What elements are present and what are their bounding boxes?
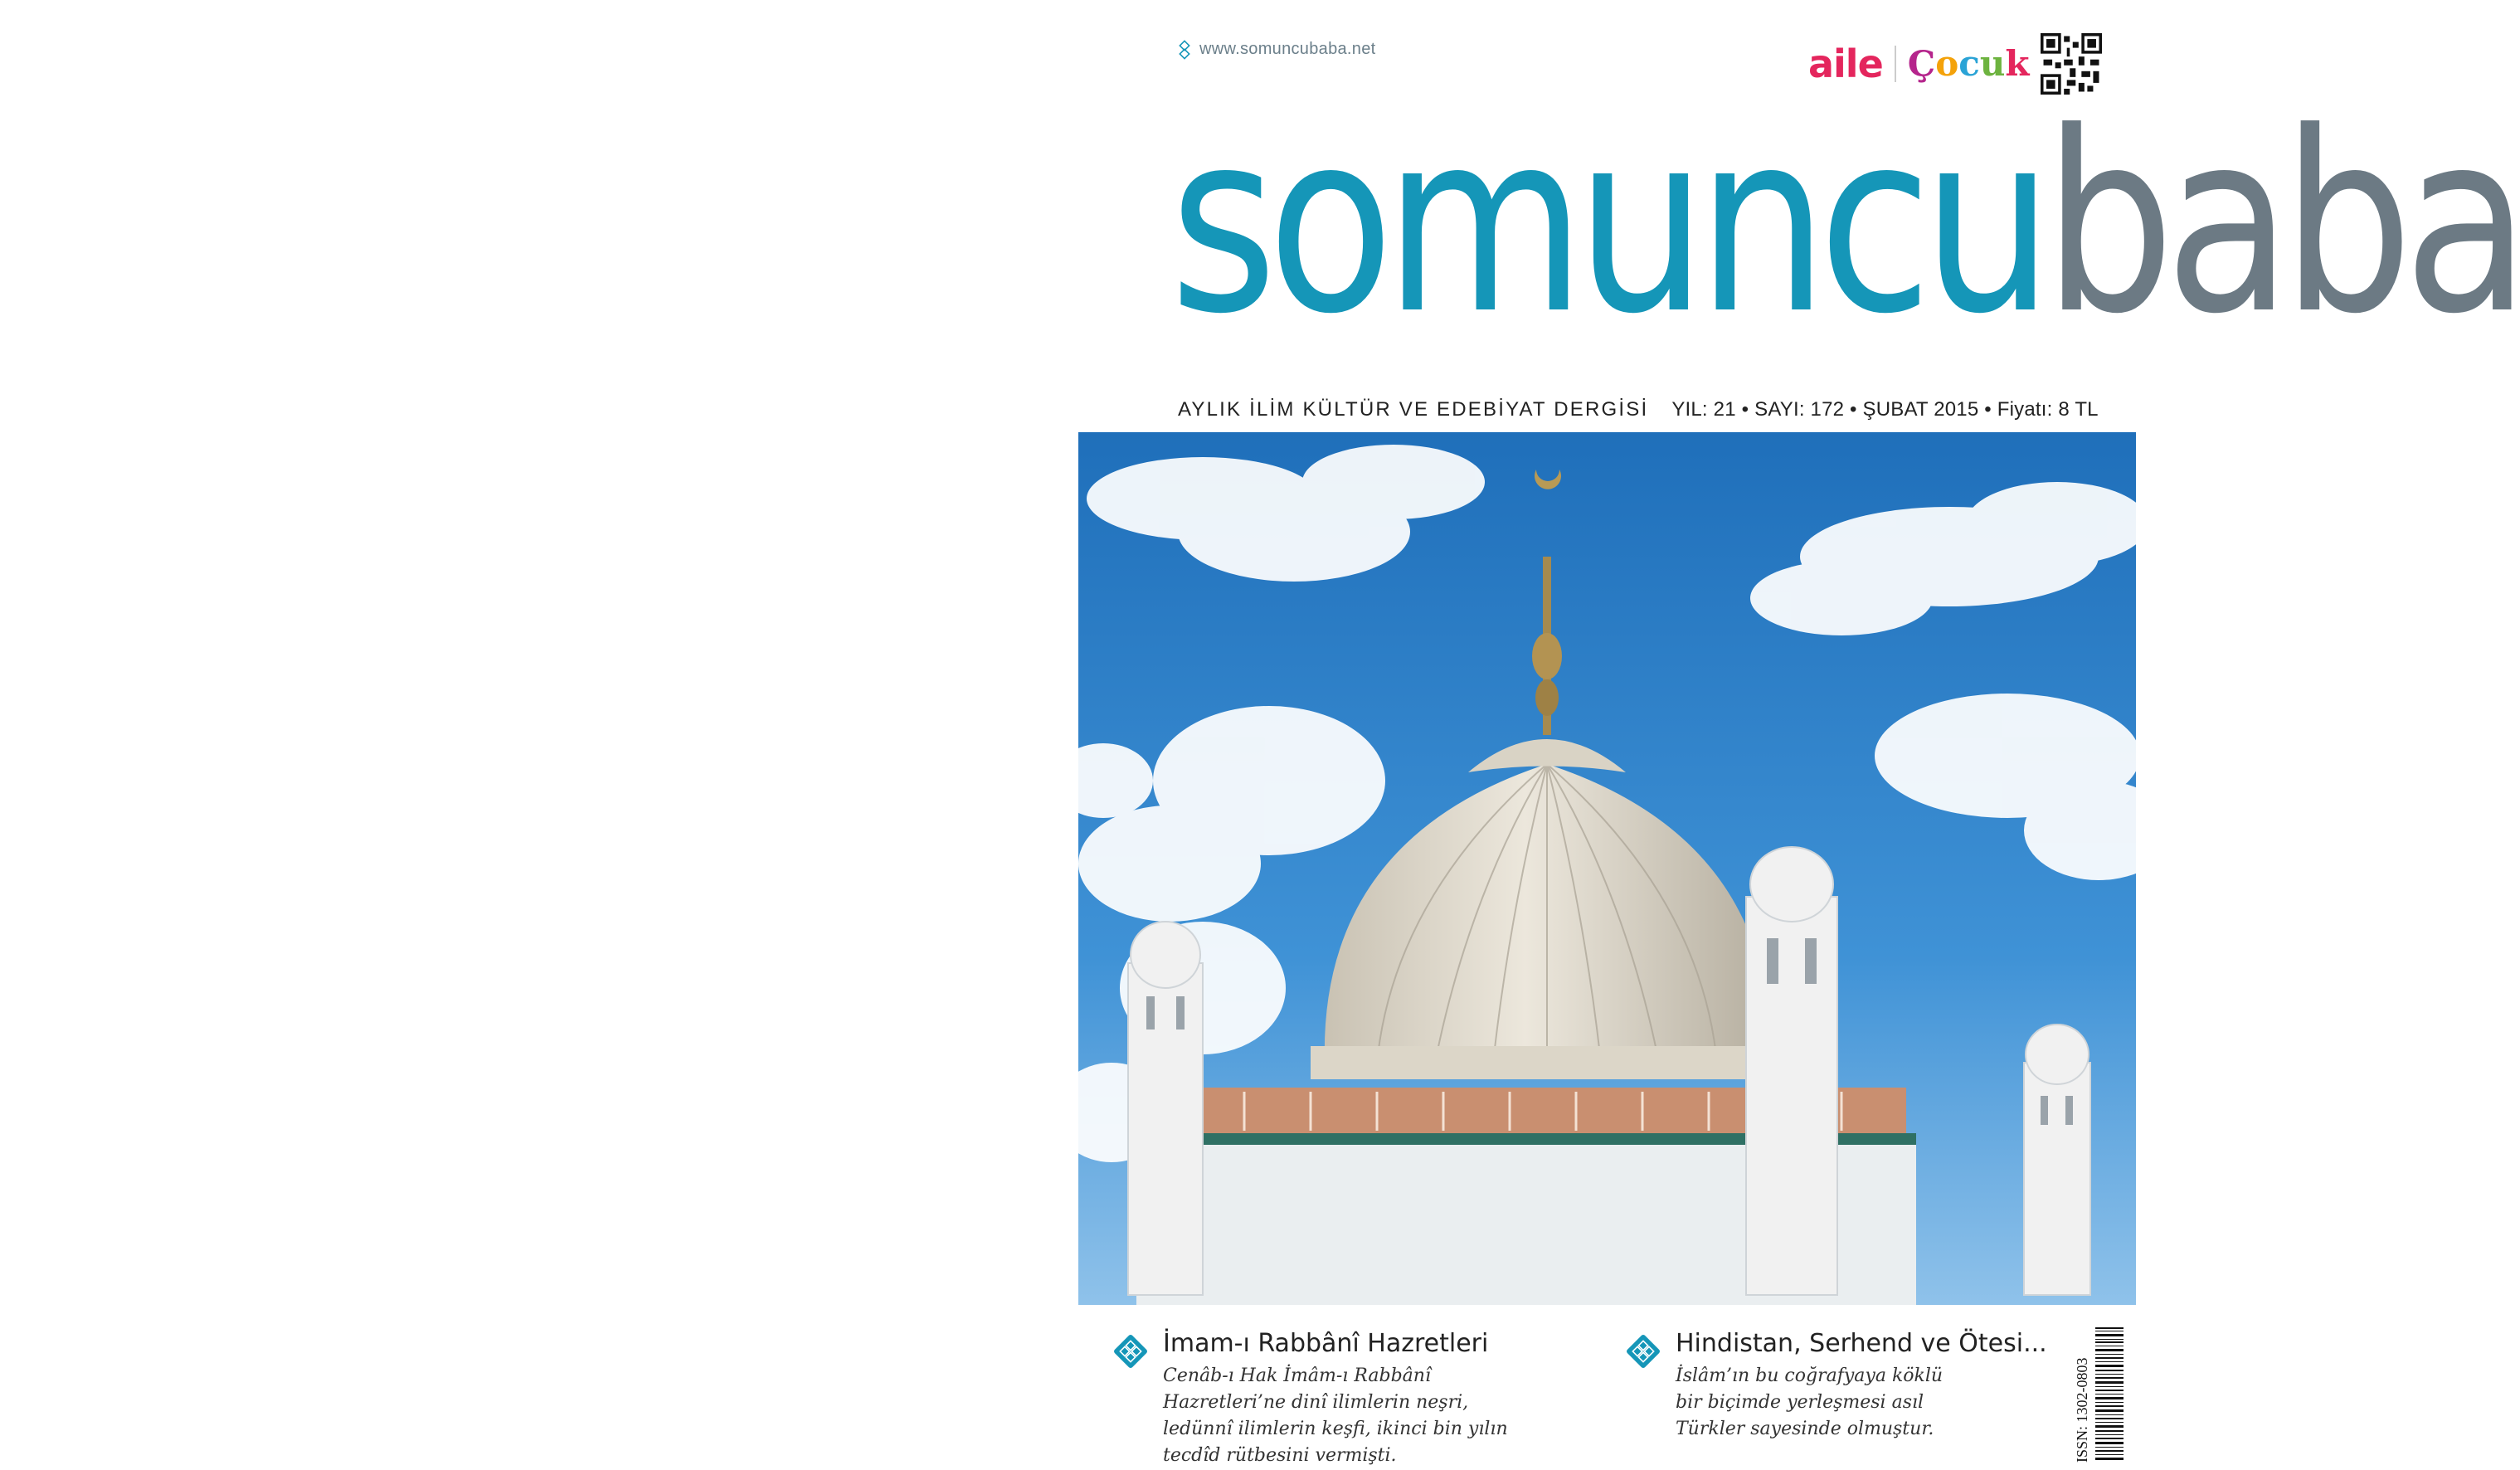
website-text: www.somuncubaba.net bbox=[1199, 40, 1376, 58]
story-hindistan-serhend[interactable] bbox=[1624, 1329, 2047, 1443]
website-link[interactable] bbox=[1176, 40, 1376, 59]
magazine-cover bbox=[1078, 0, 2520, 1470]
barcode-icon bbox=[2095, 1326, 2128, 1463]
story-imam-rabbani[interactable] bbox=[1112, 1329, 1511, 1469]
issn-label: ISSN: 1302-0803 bbox=[2074, 1357, 2090, 1463]
subtitle: AYLIK İLİM KÜLTÜR VE EDEBİYAT DERGİSİ bbox=[1178, 398, 1649, 421]
story-title: İmam-ı Rabbânî Hazretleri bbox=[1163, 1329, 1489, 1358]
issue-info: YIL: 21 • SAYI: 172 • ŞUBAT 2015 • Fiyatı: 8 TL bbox=[1671, 398, 2099, 421]
story-text: İslâm’ın bu coğrafyaya köklü bir biçimde yerleşmesi asıl Türkler sayesinde olmuştur. bbox=[1676, 1365, 1944, 1439]
cover-photo-mosque-dome bbox=[1078, 432, 2136, 1305]
cocuk-logo: Çocuk bbox=[1907, 43, 2030, 84]
ornament-badge-icon bbox=[1112, 1332, 1150, 1370]
story-title: Hindistan, Serhend ve Ötesi... bbox=[1676, 1329, 2047, 1358]
ornament-icon bbox=[1176, 41, 1193, 58]
masthead-title bbox=[1170, 79, 2520, 368]
brand-divider bbox=[1895, 46, 1896, 82]
masthead-part-somuncu: somuncu bbox=[1170, 79, 2044, 368]
tagline-bar bbox=[1178, 387, 2099, 433]
ornament-badge-icon bbox=[1624, 1332, 1662, 1370]
issn-barcode bbox=[2074, 1326, 2128, 1463]
story-text: Cenâb-ı Hak İmâm-ı Rabbânî Hazretleri’ne dinî ilimlerin neşri, ledünnî ilimlerin keşfi, ikinci bin yılın tecdîd rütbesini vermişti. bbox=[1163, 1365, 1508, 1466]
masthead-part-baba: baba bbox=[2043, 79, 2520, 368]
aile-logo: aile bbox=[1808, 41, 1883, 86]
